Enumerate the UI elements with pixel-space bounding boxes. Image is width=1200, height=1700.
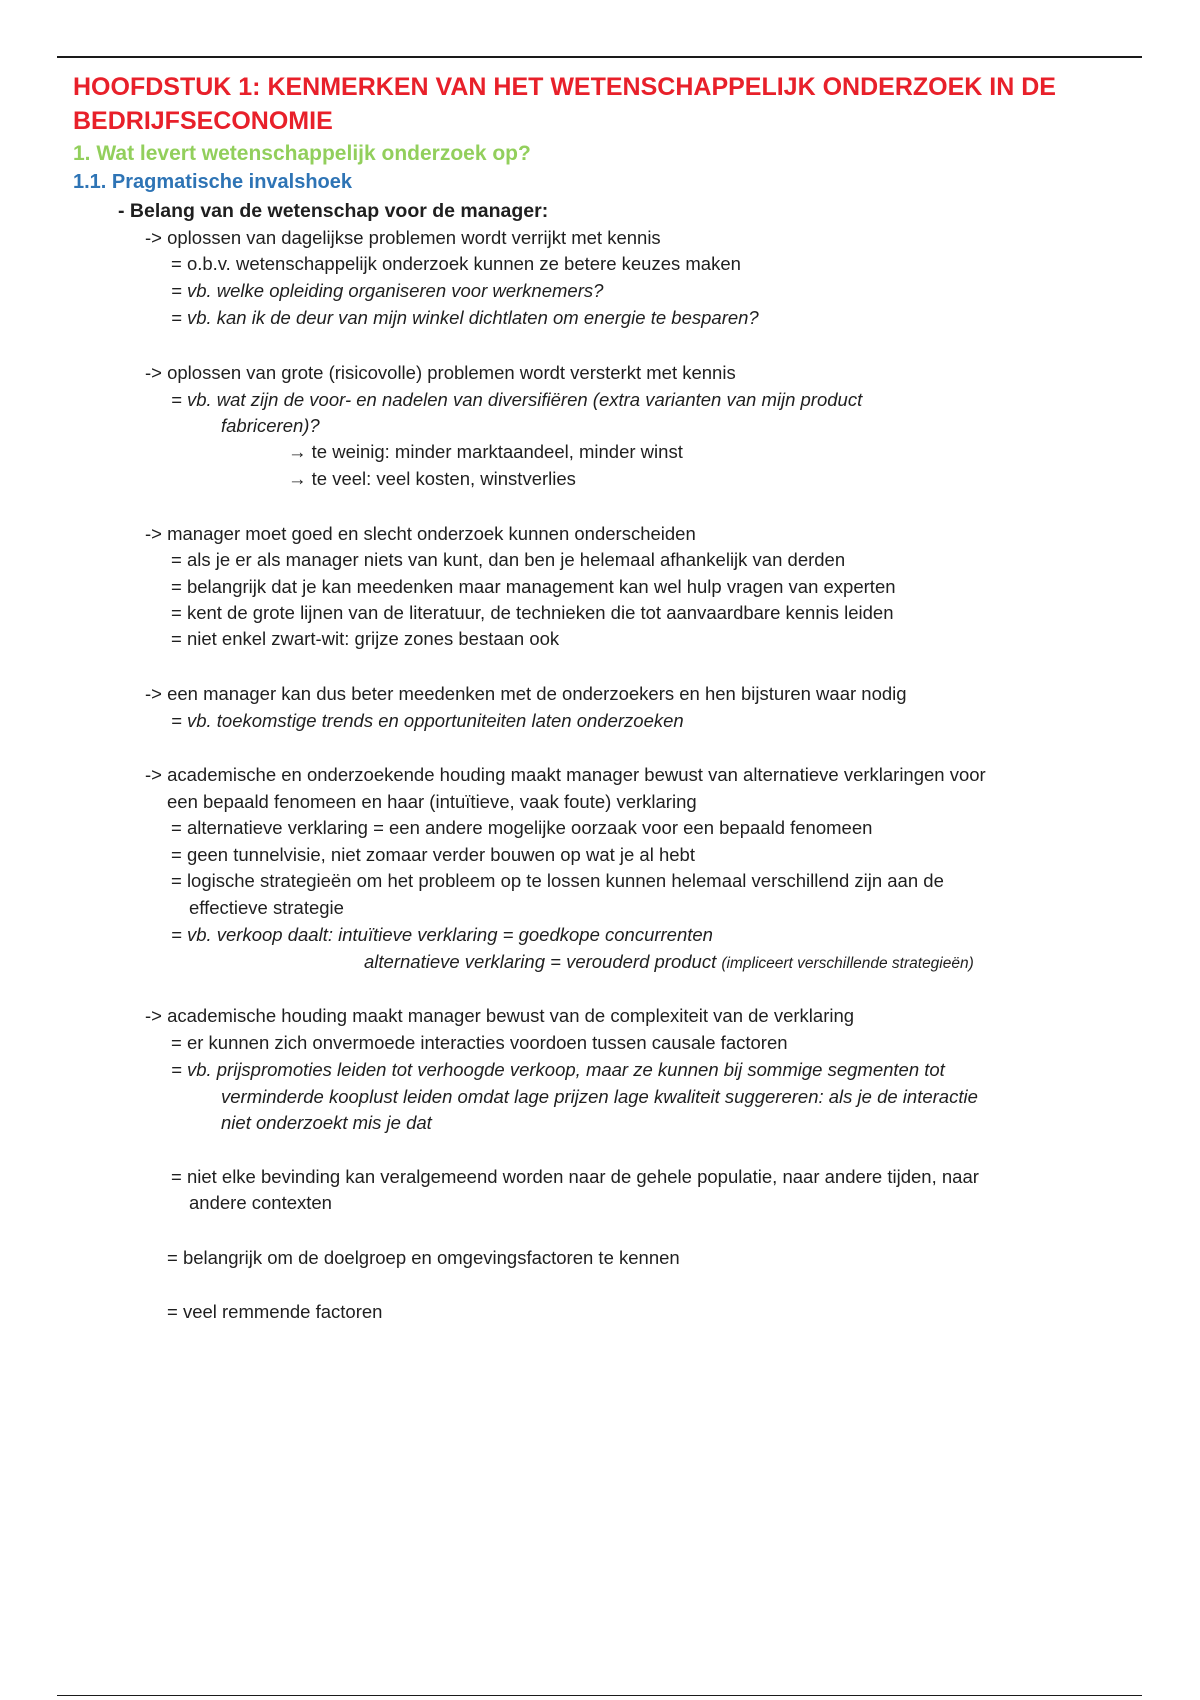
- example-text: alternatieve verklaring = verouderd product: [364, 951, 717, 972]
- point-line: -> academische en onderzoekende houding maakt manager bewust van alternatieve verklaringen voor: [145, 764, 986, 785]
- arrow-line: → te weinig: minder marktaandeel, minder winst: [288, 441, 683, 462]
- detail-line: = logische strategieën om het probleem op te lossen kunnen helemaal verschillend zijn aan de: [171, 870, 944, 891]
- detail-line-continued: effectieve strategie: [189, 897, 344, 918]
- detail-line-continued: andere contexten: [189, 1192, 332, 1213]
- example-line: = vb. welke opleiding organiseren voor werknemers?: [171, 280, 604, 301]
- point-line: -> manager moet goed en slecht onderzoek kunnen onderscheiden: [145, 523, 696, 544]
- top-rule: [57, 56, 1142, 58]
- point-line: -> academische houding maakt manager bewust van de complexiteit van de verklaring: [145, 1005, 855, 1026]
- subsection-heading: 1.1. Pragmatische invalshoek: [73, 171, 353, 193]
- example-line: = vb. wat zijn de voor- en nadelen van diversifiëren (extra varianten van mijn product: [171, 389, 863, 410]
- detail-line: = geen tunnelvisie, niet zomaar verder bouwen op wat je al hebt: [171, 844, 695, 865]
- detail-line: = alternatieve verklaring = een andere mogelijke oorzaak voor een bepaald fenomeen: [171, 817, 873, 838]
- detail-line: = belangrijk dat je kan meedenken maar management kan wel hulp vragen van experten: [171, 576, 896, 597]
- detail-line: = als je er als manager niets van kunt, dan ben je helemaal afhankelijk van derden: [171, 549, 846, 570]
- point-line-continued: een bepaald fenomeen en haar (intuïtieve, vaak foute) verklaring: [167, 791, 697, 812]
- example-line: = vb. verkoop daalt: intuïtieve verklaring = goedkope concurrenten: [171, 924, 713, 945]
- point-line: -> oplossen van grote (risicovolle) problemen wordt versterkt met kennis: [145, 362, 736, 383]
- example-line: verminderde kooplust leiden omdat lage prijzen lage kwaliteit suggereren: als je de interactie: [221, 1086, 978, 1107]
- detail-line: = veel remmende factoren: [167, 1301, 383, 1322]
- detail-line: = niet enkel zwart-wit: grijze zones bestaan ook: [171, 628, 560, 649]
- example-line: = vb. kan ik de deur van mijn winkel dichtlaten om energie te besparen?: [171, 307, 759, 328]
- example-line: = vb. prijspromoties leiden tot verhoogde verkoop, maar ze kunnen bij sommige segmenten tot: [171, 1059, 945, 1080]
- bullet-heading: - Belang van de wetenschap voor de manager:: [118, 200, 549, 222]
- example-line: niet onderzoekt mis je dat: [221, 1112, 432, 1133]
- point-line: -> een manager kan dus beter meedenken met de onderzoekers en hen bijsturen waar nodig: [145, 683, 907, 704]
- example-line: = vb. toekomstige trends en opportuniteiten laten onderzoeken: [171, 710, 684, 731]
- section-heading: 1. Wat levert wetenschappelijk onderzoek op?: [73, 142, 531, 165]
- example-line: [364, 949, 974, 977]
- detail-line: = o.b.v. wetenschappelijk onderzoek kunnen ze betere keuzes maken: [171, 253, 741, 274]
- detail-line: = niet elke bevinding kan veralgemeend worden naar de gehele populatie, naar andere tijden, naar: [171, 1166, 979, 1187]
- chapter-title: HOOFDSTUK 1: KENMERKEN VAN HET WETENSCHAPPELIJK ONDERZOEK IN DE BEDRIJFSECONOMIE: [73, 73, 1056, 135]
- detail-line: = er kunnen zich onvermoede interacties voordoen tussen causale factoren: [171, 1032, 788, 1053]
- bottom-rule: [57, 1695, 1142, 1696]
- example-note: (impliceert verschillende strategieën): [721, 955, 974, 972]
- example-line: fabriceren)?: [221, 415, 320, 436]
- arrow-line: → te veel: veel kosten, winstverlies: [288, 468, 576, 489]
- detail-line: = belangrijk om de doelgroep en omgevingsfactoren te kennen: [167, 1247, 680, 1268]
- point-line: -> oplossen van dagelijkse problemen wordt verrijkt met kennis: [145, 227, 661, 248]
- detail-line: = kent de grote lijnen van de literatuur, de technieken die tot aanvaardbare kennis leiden: [171, 602, 894, 623]
